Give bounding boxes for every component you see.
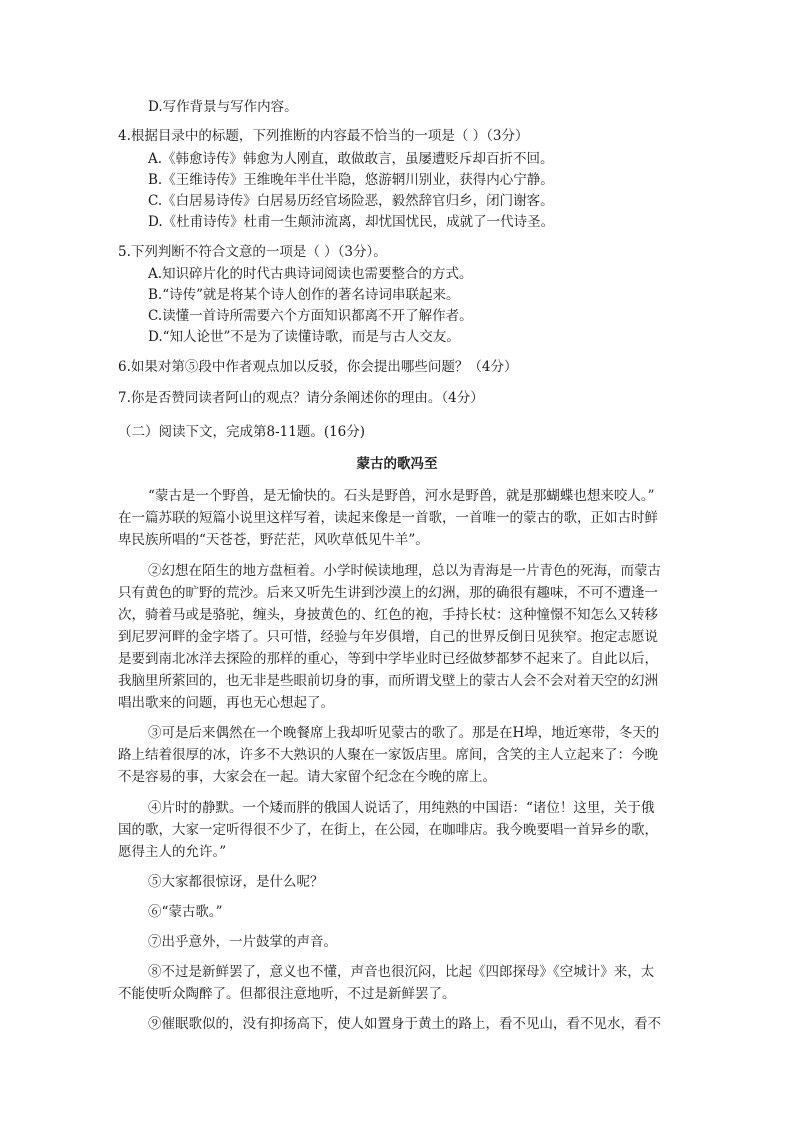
paragraph-2-line-4: 到尼罗河畔的金字塔了。只可惜，经验与年岁俱增，自己的世界反倒日见狭窄。抱定志愿说 xyxy=(118,629,658,645)
paragraph-4-line-2: 国的歌，大家一定听得很不少了，在街上，在公园，在咖啡店。我今晚要唱一首异乡的歌， xyxy=(118,822,658,838)
option-q4-c: C.《白居易诗传》白居易历经官场险恶，毅然辞官归乡，闭门谢客。 xyxy=(148,193,554,209)
paragraph-2-line-2: 只有黄色的旷野的荒沙。后来又听先生讲到沙漠上的幻洲，那的确很有趣味，不可不遭逢一 xyxy=(118,585,658,601)
paragraph-2-line-1: ②幻想在陌生的地方盘桓着。小学时候读地理，总以为青海是一片青色的死海，而蒙古 xyxy=(148,563,661,579)
option-q3-d: D.写作背景与写作内容。 xyxy=(148,99,298,115)
paragraph-4-line-1: ④片时的静默。一个矮而胖的俄国人说话了，用纯熟的中国语：“诸位！这里，关于俄 xyxy=(148,800,655,816)
question-7: 7.你是否赞同读者阿山的观点？请分条阐述你的理由。（4分） xyxy=(118,390,484,406)
section-heading: （二）阅读下文，完成第8-11题。(16分) xyxy=(118,424,366,440)
paragraph-1-line-1: “蒙古是一个野兽，是无愉快的。石头是野兽，河水是野兽，就是那蝴蝶也想来咬人。” xyxy=(148,488,655,504)
option-q4-d: D.《杜甫诗传》杜甫一生颠沛流离，却忧国忧民，成就了一代诗圣。 xyxy=(148,214,555,230)
paragraph-2-line-3: 次，骑着马或是骆驼，缠头，身披黄色的、红色的袍，手持长杖：这种憧憬不知怎么又转移 xyxy=(118,607,658,623)
option-q5-b: B.“诗传”就是将某个诗人创作的著名诗词串联起来。 xyxy=(148,287,460,303)
option-q5-d: D.“知人论世”不是为了读懂诗歌，而是与古人交友。 xyxy=(148,329,460,345)
paragraph-3-line-3: 不是容易的事，大家会在一起。请大家留个纪念在今晚的席上。 xyxy=(118,769,496,785)
question-4: 4.根据目录中的标题，下列推断的内容最不恰当的一项是（ ）（3分） xyxy=(118,128,529,144)
paragraph-4-line-3: 愿得主人的允许。” xyxy=(118,844,227,860)
paragraph-1-line-2: 在一篇苏联的短篇小说里这样写着，读起来像是一首歌，一首唯一的蒙古的歌，正如古时鲜 xyxy=(118,510,658,526)
paragraph-2-line-6: 我脑里所萦回的，也无非是些眼前切身的事，而所谓戈壁上的蒙古人会不会对着天空的幻洲 xyxy=(118,673,658,689)
paragraph-5: ⑤大家都很惊讶，是什么呢？ xyxy=(148,874,324,890)
paragraph-3-line-1: ③可是后来偶然在一个晚餐席上我却听见蒙古的歌了。那是在H埠，地近寒带，冬天的 xyxy=(148,725,660,741)
option-q5-c: C.读懂一首诗所需要六个方面知识都离不开了解作者。 xyxy=(148,308,473,324)
paragraph-1-line-3: 卑民族所唱的“天苍苍，野茫茫，风吹草低见牛羊”。 xyxy=(118,532,429,548)
paragraph-3-line-2: 路上结着很厚的冰，许多不大熟识的人聚在一家饭店里。席间，含笑的主人立起来了：今晚 xyxy=(118,747,658,763)
question-5: 5.下列判断不符合文意的一项是（ ）（3分）。 xyxy=(118,244,387,260)
paragraph-8-line-1: ⑧不过是新鲜罢了，意义也不懂，声音也很沉闷，比起《四郎探母》《空城计》来，太 xyxy=(148,964,655,980)
paragraph-7: ⑦出乎意外，一片鼓掌的声音。 xyxy=(148,934,337,950)
paragraph-2-line-7: 唱出歌来的问题，再也无心想起了。 xyxy=(118,695,334,711)
option-q5-a: A.知识碎片化的时代古典诗词阅读也需要整合的方式。 xyxy=(148,266,473,282)
paragraph-8-line-2: 不能使听众陶醉了。但都很注意地听，不过是新鲜罢了。 xyxy=(118,986,456,1002)
article-title: 蒙古的歌冯至 xyxy=(356,456,438,472)
option-q4-b: B.《王维诗传》王维晚年半仕半隐，悠游辋川别业，获得内心宁静。 xyxy=(148,172,554,188)
paragraph-6: ⑥“蒙古歌。” xyxy=(148,904,223,920)
option-q4-a: A.《韩愈诗传》韩愈为人刚直，敢做敢言，虽屡遭贬斥却百折不回。 xyxy=(148,151,554,167)
question-6: 6.如果对第⑤段中作者观点加以反驳，你会提出哪些问题？（4分） xyxy=(118,359,518,375)
paragraph-2-line-5: 是要到南北冰洋去探险的那样的重心，等到中学毕业时已经做梦都梦不起来了。自此以后， xyxy=(118,651,658,667)
paragraph-9-line-1: ⑨催眠歌似的，没有抑扬高下，使人如置身于黄土的路上，看不见山，看不见水，看不 xyxy=(148,1016,661,1032)
